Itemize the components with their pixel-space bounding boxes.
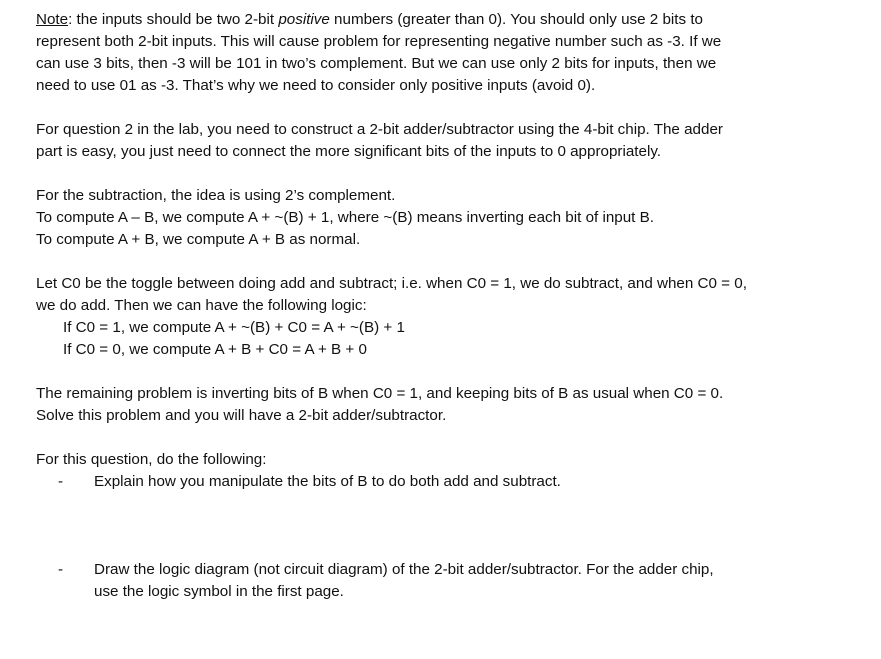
paragraph-gap xyxy=(36,163,856,185)
answer-space xyxy=(36,493,856,559)
task-item-draw-line-2: use the logic symbol in the first page. xyxy=(94,583,344,600)
paragraph-gap xyxy=(36,427,856,449)
tasks-intro: For this question, do the following: xyxy=(36,451,267,468)
task-item-draw-line-1: Draw the logic diagram (not circuit diagram) of the 2-bit adder/subtractor. For the adder chip, xyxy=(94,561,714,578)
note-line-1 xyxy=(36,9,856,31)
note-line-4: need to use 01 as -3. That’s why we need to consider only positive inputs (avoid 0). xyxy=(36,77,596,94)
bullet-dash: - xyxy=(58,561,64,578)
remaining-paragraph xyxy=(36,383,856,427)
remaining-line-1: The remaining problem is inverting bits of B when C0 = 1, and keeping bits of B as usual when C0 = 0. xyxy=(36,385,724,402)
paragraph-gap xyxy=(36,97,856,119)
tasks-section xyxy=(36,449,856,603)
subtraction-paragraph xyxy=(36,185,856,251)
question-2-line-1: For question 2 in the lab, you need to construct a 2-bit adder/subtractor using the 4-bit chip. The adder xyxy=(36,121,723,138)
note-line-1-text-a: : the inputs should be two 2-bit xyxy=(68,11,279,28)
note-emphasis: positive xyxy=(278,11,330,28)
note-paragraph xyxy=(36,9,856,97)
note-line-1-text-b: numbers (greater than 0). You should only use 2 bits to xyxy=(329,11,703,28)
question-2-paragraph xyxy=(36,119,856,163)
note-line-2: represent both 2-bit inputs. This will cause problem for representing negative number such as -3. If we xyxy=(36,33,722,50)
bullet-dash: - xyxy=(58,473,64,490)
remaining-line-2: Solve this problem and you will have a 2-bit adder/subtractor. xyxy=(36,407,447,424)
document-body xyxy=(36,9,856,603)
subtraction-line-3: To compute A + B, we compute A + B as normal. xyxy=(36,231,361,248)
toggle-case-subtract: If C0 = 1, we compute A + ~(B) + C0 = A + ~(B) + 1 xyxy=(63,319,405,336)
toggle-case-add: If C0 = 0, we compute A + B + C0 = A + B + 0 xyxy=(63,341,367,358)
toggle-line-1: Let C0 be the toggle between doing add and subtract; i.e. when C0 = 1, we do subtract, and when C0 = 0, xyxy=(36,275,747,292)
paragraph-gap xyxy=(36,251,856,273)
task-item-explain-text: Explain how you manipulate the bits of B to do both add and subtract. xyxy=(94,473,561,490)
note-label: Note xyxy=(36,11,69,28)
subtraction-line-1: For the subtraction, the idea is using 2’s complement. xyxy=(36,187,396,204)
toggle-line-2: we do add. Then we can have the following logic: xyxy=(36,297,367,314)
paragraph-gap xyxy=(36,361,856,383)
subtraction-line-2: To compute A – B, we compute A + ~(B) + 1, where ~(B) means inverting each bit of input B. xyxy=(36,209,654,226)
task-item-draw xyxy=(36,559,856,603)
task-item-explain xyxy=(36,471,856,493)
toggle-paragraph xyxy=(36,273,856,361)
note-line-3: can use 3 bits, then -3 will be 101 in two’s complement. But we can use only 2 bits for inputs, then we xyxy=(36,55,717,72)
question-2-line-2: part is easy, you just need to connect the more significant bits of the inputs to 0 appropriately. xyxy=(36,143,662,160)
